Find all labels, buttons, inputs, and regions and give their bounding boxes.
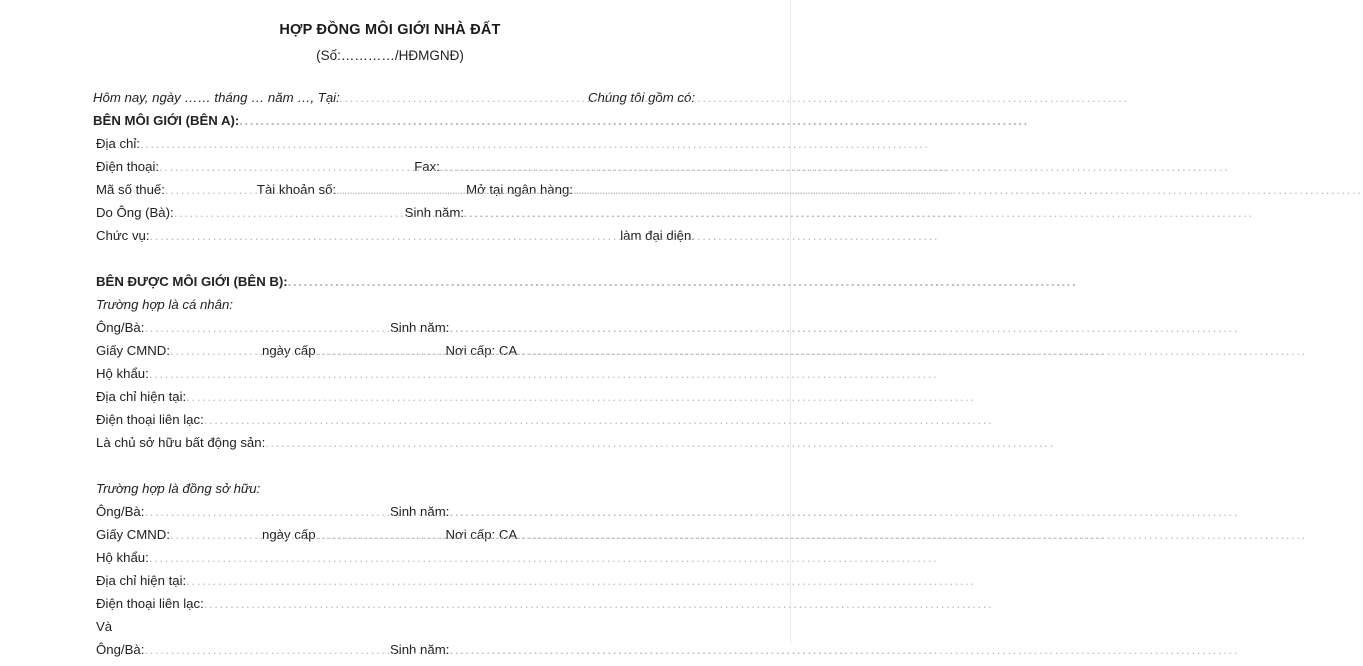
document-body: [0, 91, 780, 666]
party-a-representative-line: [93, 206, 695, 229]
party-a-heading: BÊN MÔI GIỚI (BÊN A):: [93, 112, 240, 128]
party-a-position-label: Chức vụ:: [96, 227, 150, 243]
party-a-birthyear-label: Sinh năm:: [404, 204, 465, 220]
party-b-joint-id-label: Giấy CMND:: [96, 526, 170, 542]
party-a-tax-leader: [165, 183, 257, 196]
party-a-heading-line: [93, 114, 695, 137]
party-b-individual-property-line: [93, 436, 695, 459]
party-b-individual-name-leader: [144, 321, 390, 334]
party-b-individual-contactphone-leader: [204, 413, 695, 426]
party-b-joint-currentaddress-label: Địa chỉ hiện tại:: [96, 572, 187, 588]
party-a-representative-label: Do Ông (Bà):: [96, 204, 174, 220]
party-b-joint-issuedate-label: ngày cấp: [262, 526, 316, 542]
party-b-joint-conjunction: Và: [96, 618, 113, 634]
section-gap-individual-joint: [93, 459, 695, 482]
party-b-individual-caption: Trường hợp là cá nhân:: [96, 296, 233, 312]
party-b-joint-second-name-label: Ông/Bà:: [96, 641, 145, 657]
party-b-joint-id-leader: [170, 528, 262, 541]
party-b-joint-currentaddress-line: [93, 574, 695, 597]
party-b-joint-second-birthyear-label: Sinh năm:: [390, 641, 450, 657]
party-a-account-label: Tài khoản số:: [256, 181, 337, 197]
party-b-joint-second-name-line: [93, 643, 695, 666]
party-b-joint-household-line: [93, 551, 695, 574]
party-b-individual-id-line: [93, 344, 695, 367]
party-b-individual-currentaddress-line: [93, 390, 695, 413]
contract-number-line: (Số:…………/HĐMGNĐ): [316, 48, 464, 64]
party-a-position-leader: [150, 229, 619, 242]
party-b-joint-name-label: Ông/Bà:: [96, 503, 145, 519]
intro-date-line: [93, 91, 695, 114]
party-b-joint-contactphone-line: [93, 597, 695, 620]
party-b-individual-name-line: [93, 321, 695, 344]
party-b-individual-id-label: Giấy CMND:: [96, 342, 170, 358]
party-b-joint-currentaddress-leader: [186, 574, 695, 587]
party-a-phone-leader: [159, 160, 414, 173]
party-b-individual-issueplace-label: Nơi cấp: CA: [445, 342, 518, 358]
party-b-joint-issuedate-leader: [316, 528, 446, 541]
party-a-tax-label: Mã số thuế:: [96, 181, 165, 197]
party-b-joint-conjunction-line: [93, 620, 695, 643]
party-a-birthyear-leader: [464, 206, 695, 219]
section-gap-a-b: [93, 252, 695, 275]
party-b-individual-issueplace-leader: [517, 344, 695, 357]
party-b-individual-issuedate-leader: [316, 344, 446, 357]
party-b-individual-caption-line: [93, 298, 695, 321]
party-b-joint-caption: Trường hợp là đồng sở hữu:: [96, 480, 261, 496]
party-b-heading: BÊN ĐƯỢC MÔI GIỚI (BÊN B):: [96, 273, 288, 289]
party-a-fax-leader: [440, 160, 695, 173]
intro-date-leader: [340, 91, 586, 104]
party-b-individual-birthyear-label: Sinh năm:: [390, 319, 450, 335]
page-title: HỢP ĐỒNG MÔI GIỚI NHÀ ĐẤT: [279, 22, 501, 38]
party-a-position-tail: làm đại diện.: [620, 227, 695, 243]
party-a-address-label: Địa chỉ:: [96, 135, 140, 151]
party-a-heading-leader: [239, 114, 695, 127]
party-b-individual-property-leader: [265, 436, 695, 449]
party-b-individual-property-label: Là chủ sở hữu bất động sản:: [96, 434, 266, 450]
intro-date-tail: Chúng tôi gồm có:: [587, 89, 695, 105]
party-b-joint-contactphone-label: Điện thoại liên lạc:: [96, 595, 204, 611]
party-b-joint-household-label: Hộ khẩu:: [96, 549, 149, 565]
party-b-individual-birthyear-leader: [449, 321, 695, 334]
party-b-individual-currentaddress-label: Địa chỉ hiện tại:: [96, 388, 187, 404]
party-b-heading-line: [93, 275, 695, 298]
party-a-fax-label: Fax:: [414, 158, 440, 174]
party-b-joint-birthyear-label: Sinh năm:: [390, 503, 450, 519]
party-b-joint-birthyear-leader: [449, 505, 695, 518]
party-b-joint-issueplace-leader: [517, 528, 695, 541]
party-b-individual-id-leader: [170, 344, 262, 357]
party-a-address-leader: [140, 137, 695, 150]
party-b-individual-household-label: Hộ khẩu:: [96, 365, 149, 381]
party-a-bank-leader: [573, 183, 695, 196]
party-b-individual-currentaddress-leader: [186, 390, 695, 403]
party-b-individual-contactphone-label: Điện thoại liên lạc:: [96, 411, 204, 427]
party-b-individual-household-leader: [149, 367, 695, 380]
party-a-bank-label: Mở tại ngân hàng:: [466, 181, 573, 197]
party-b-individual-name-label: Ông/Bà:: [96, 319, 145, 335]
party-a-tax-line: [93, 183, 695, 206]
party-a-address-line: [93, 137, 695, 160]
party-b-joint-second-name-leader: [144, 643, 390, 656]
party-a-representative-leader: [174, 206, 405, 219]
party-a-phone-line: [93, 160, 695, 183]
party-a-phone-label: Điện thoại:: [96, 158, 160, 174]
party-a-position-line: [93, 229, 695, 252]
party-b-heading-leader: [288, 275, 695, 288]
party-b-joint-second-birthyear-leader: [449, 643, 695, 656]
party-b-joint-contactphone-leader: [204, 597, 695, 610]
party-b-joint-household-leader: [149, 551, 695, 564]
party-b-individual-household-line: [93, 367, 695, 390]
party-b-joint-name-leader: [144, 505, 390, 518]
party-a-account-leader: [336, 183, 466, 196]
intro-date-label: Hôm nay, ngày …… tháng … năm …, Tại:: [93, 89, 340, 105]
party-b-joint-caption-line: [93, 482, 695, 505]
party-b-joint-id-line: [93, 528, 695, 551]
party-b-individual-issuedate-label: ngày cấp: [262, 342, 316, 358]
party-b-individual-contactphone-line: [93, 413, 695, 436]
party-b-joint-issueplace-label: Nơi cấp: CA: [445, 526, 518, 542]
party-b-joint-name-line: [93, 505, 695, 528]
